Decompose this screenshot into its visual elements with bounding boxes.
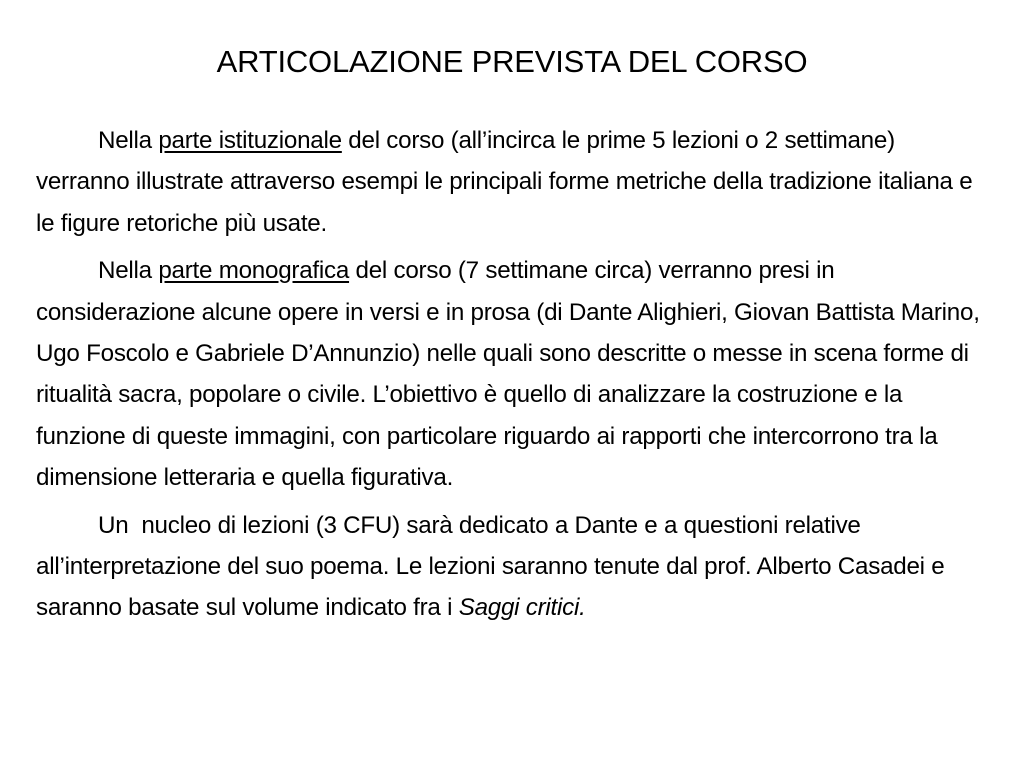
- paragraph-text: del corso (all’incirca le prime 5 lezioni o 2 settimane) verranno illustrate attraverso esempi le principali forme metriche della tradizione italiana e le figure retoriche più usate.: [36, 127, 973, 237]
- paragraph-text: del corso (7 settimane circa) verranno presi in considerazione alcune opere in versi e in prosa (di Dante Alighieri, Giovan Battista Marino, Ugo Foscolo e Gabriele D’Annunzio) nelle quali sono descritte o messe in scena forme di ritualità sacra, popolare o civile. L’obiettivo è quello di analizzare la costruzione e la funzione di queste immagini, con particolare riguardo ai rapporti che intercorrono tra la dimensione letteraria e quella figurativa.: [36, 257, 980, 492]
- slide-body: [36, 120, 994, 635]
- underlined-term: parte monografica: [158, 257, 350, 285]
- slide-title: ARTICOLAZIONE PREVISTA DEL CORSO: [216, 44, 808, 79]
- italic-title: Saggi critici.: [458, 594, 586, 622]
- paragraph-text: Nella: [98, 127, 159, 154]
- paragraph-text: Nella: [98, 257, 159, 285]
- underlined-term: parte istituzionale: [158, 127, 342, 154]
- paragraph-institutional: [36, 120, 994, 244]
- paragraph-text: Un nucleo di lezioni (3 CFU) sarà dedicato a Dante e a questioni relative all’interpretazione del suo poema. Le lezioni saranno tenute dal prof. Alberto Casadei e saranno basate sul volume indicato fra i: [36, 511, 951, 622]
- paragraph-monographic: [36, 250, 994, 498]
- paragraph-dante: [36, 505, 994, 629]
